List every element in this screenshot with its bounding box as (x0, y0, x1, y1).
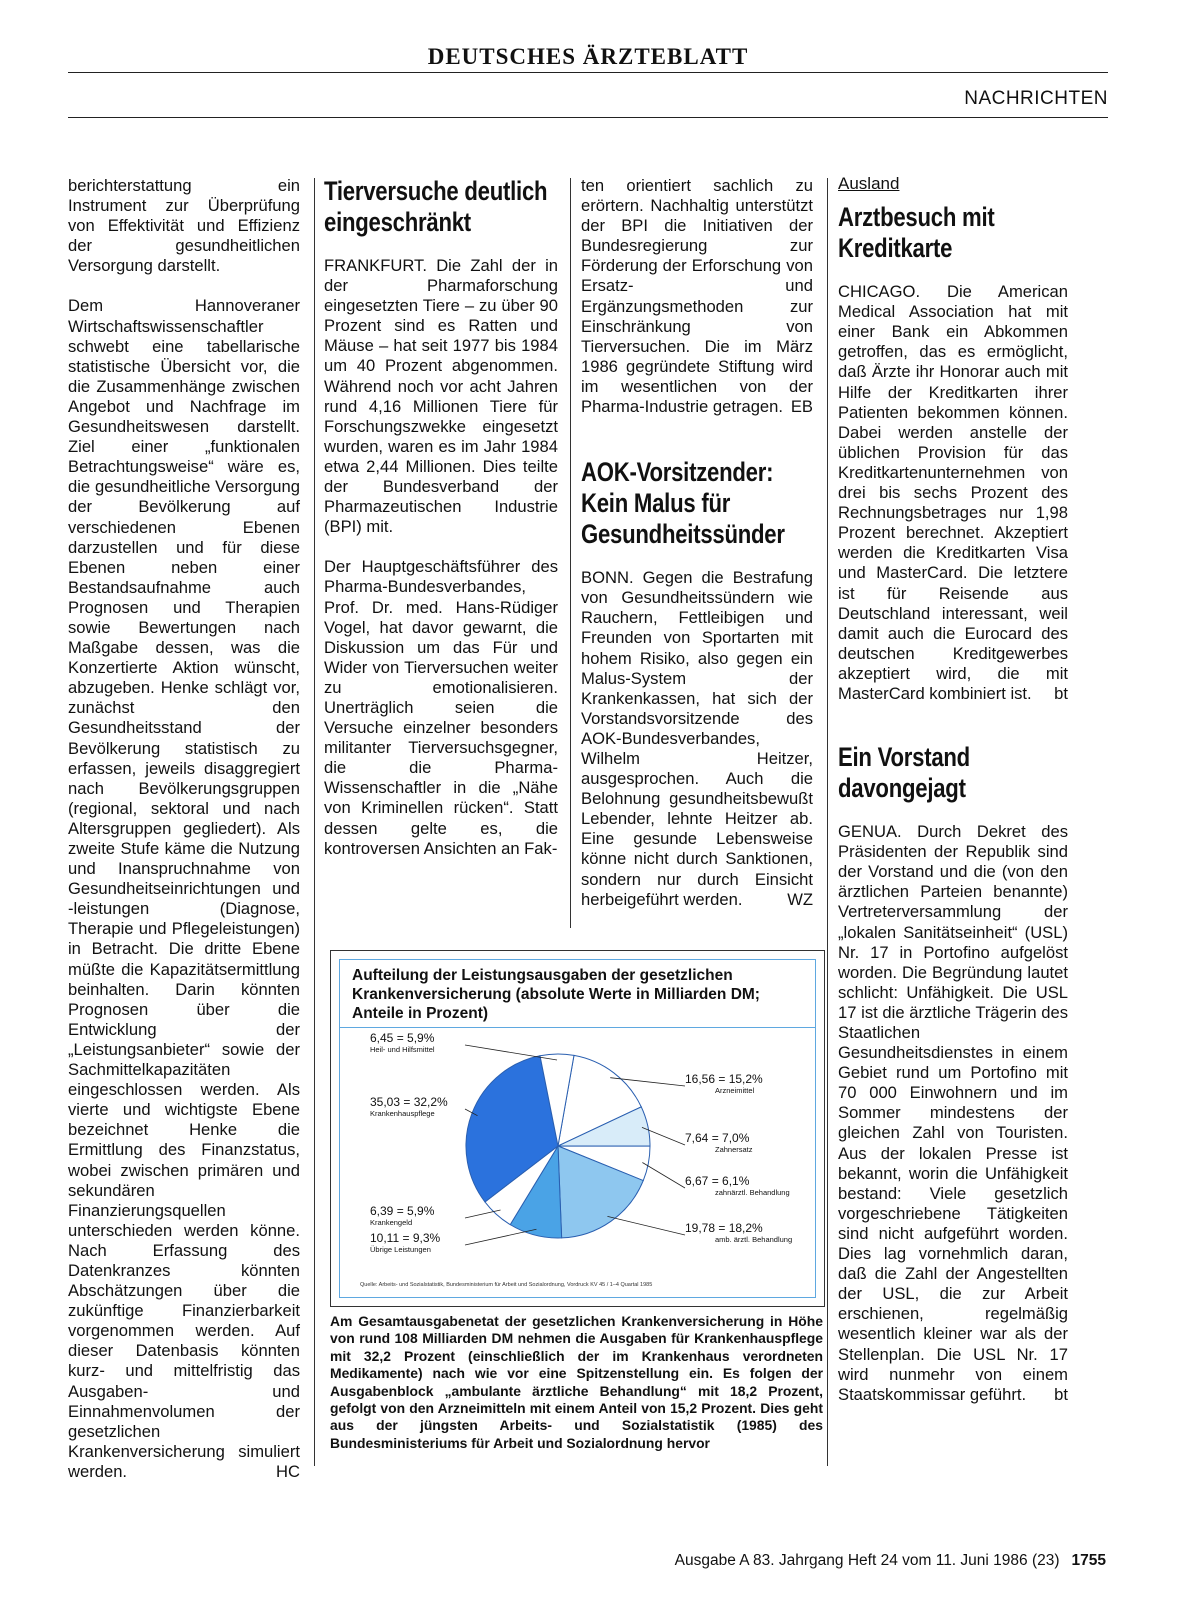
pie-category-label: Krankengeld (370, 1218, 413, 1227)
pie-leader-line (642, 1163, 685, 1188)
column-1 (68, 176, 300, 1482)
pie-leader-line (465, 1229, 536, 1245)
pie-category-label: zahnärztl. Behandlung (715, 1188, 790, 1197)
headline-kreditkarte: Arztbesuch mit Kreditkarte (838, 202, 995, 264)
paragraph: ten orientiert sachlich zu erörtern. Nachhaltig unterstützt der BPI die Initiativen der Bundesregierung zur Förderung der Erforschung von Ersatz- und Ergänzungsmethoden zur Einschränkung von Tierversuchen. Die im März 1986 gegründete Stiftung wird im wesentlichen von der Pharma-Industrie getragen. EB (581, 176, 813, 417)
pie-leader-line (465, 1045, 557, 1060)
pie-category-label: Heil- und Hilfsmittel (370, 1045, 435, 1054)
paragraph: GENUA. Durch Dekret des Präsidenten der Republik sind der Vorstand und die (von den ärztlichen Parteien benannte) Vertreterversammlung der „lokalen Sanitätseinheit“ (USL) Nr. 17 in Portofino aufgelöst worden. Die Begründung lautet schlicht: Unfähigkeit. Die USL 17 ist die ärztliche Trägerin des Staatlichen Gesundheitsdienstes in einem Gebiet rund um Portofino mit 70 000 Einwohnern und im Sommer mindestens der gleichen Zahl von Touristen. Aus der lokalen Presse ist bekannt, worin die Unfähigkeit bestand: Viele gesetzlich vorgeschriebene Tätigkeiten sind nicht aufgeführt worden. Dies lag vornehmlich daran, daß die Zahl der Angestellten der USL, die zur Arbeit erschienen, regelmäßig wesentlich kleiner war als der Stellenplan. Die USL Nr. 17 wird nunmehr von einem Staatskommissar geführt. bt (838, 822, 1068, 1404)
masthead-rule (68, 72, 1108, 73)
section-label: NACHRICHTEN (964, 88, 1108, 109)
pie-category-label: Arzneimittel (715, 1086, 755, 1095)
kicker-ausland: Ausland (838, 174, 900, 193)
section-rule (68, 117, 1108, 118)
pie-value-label: 6,39 = 5,9% (370, 1204, 435, 1218)
pie-leader-line (465, 1210, 501, 1218)
pie-value-label: 35,03 = 32,2% (370, 1095, 448, 1109)
figure-caption: Am Gesamtausgabenetat der gesetzlichen Krankenversicherung in Höhe von rund 108 Milliarden DM nehmen die Ausgaben für Krankenhauspflege mit 32,2 Prozent (einschließlich der im Krankenhaus verordneten Medikamente) nach wie vor eine Spitzenstellung ein. Es folgen der Ausgabenblock „ambulante ärztliche Behandlung“ mit 18,2 Prozent, gefolgt von den Arzneimitteln mit einem Anteil von 15,2 Prozent. Dies geht aus der jüngsten Arbeits- und Sozialstatistik (1985) des Bundesministeriums für Arbeit und Sozialordnung hervor (330, 1313, 823, 1451)
pie-value-label: 16,56 = 15,2% (685, 1072, 763, 1086)
chart-frame (339, 959, 816, 1298)
column-divider (314, 178, 315, 1466)
paragraph: Der Hauptgeschäftsführer des Pharma-Bundesverbandes, Prof. Dr. med. Hans-Rüdiger Vogel, hat davor gewarnt, die Diskussion um das Für und Wider von Tierversuchen weiter zu emotionalisieren. Unerträglich seien die Versuche einzelner besonders militanter Tierversuchsgegner, die die Pharma-Wissenschaftler in die „Nähe von Kriminellen rücken“. Statt dessen gelte es, die kontroversen Ansichten an Fak- (324, 557, 558, 858)
pie-value-label: 6,67 = 6,1% (685, 1174, 750, 1188)
column-divider (827, 178, 828, 1466)
author-sign: bt (1054, 683, 1068, 703)
issue-info: Ausgabe A 83. Jahrgang Heft 24 vom 11. Juni 1986 (23) (674, 1552, 1060, 1569)
pie-value-label: 19,78 = 18,2% (685, 1221, 763, 1235)
paragraph: Dem Hannoveraner Wirtschaftswissenschaftler schwebt eine tabellarische statistische Übersicht vor, die die Zusammenhänge zwischen Angebot und Nachfrage im Gesundheitswesen darstellt. Ziel einer „funktionalen Betrachtungsweise“ wäre es, die gesundheitliche Versorgung der Bevölkerung auf verschiedenen Ebenen darzustellen und für diese Ebenen neben einer Bestandsaufnahme auch Prognosen und Therapien sowie Bewertungen nach Maßgabe dessen, was die Konzertierte Aktion wünscht, abzugeben. Henke schlägt vor, zunächst den Gesundheitsstand der Bevölkerung statistisch zu erfassen, jeweils disaggregiert nach Bevölkerungsgruppen (regional, sektoral und nach Altersgruppen gegliedert). Als zweite Stufe käme die Nutzung und Inanspruchnahme von Gesundheitseinrichtungen und -leistungen (Diagnose, Therapie und Pflegeleistungen) in Betracht. Die dritte Ebene müßte die Kapazitätsermittlung beinhalten. Darin könnten Prognosen über die Entwicklung der „Leistungsanbieter“ sowie der Sachmittelkapazitäten eingeschlossen werden. Als vierte und wichtigste Ebene bezeichnet Henke die Ermittlung des Finanzstatus, wobei zwischen primären und sekundären Finanzierungsquellen unterschieden werden könne. Nach Erfassung des Datenkranzes könnten Abschätzungen über die zukünftige Finanzierbarkeit vorgenommen werden. Auf dieser Datenbasis könnten kurz- und mittelfristig das Ausgaben- und Einnahmenvolumen der gesetzlichen Krankenversicherung simuliert werden. HC (68, 296, 300, 1481)
pie-chart (340, 960, 815, 1297)
pie-category-label: Übrige Leistungen (370, 1245, 431, 1254)
column-4 (838, 174, 1068, 1405)
paragraph: berichterstattung ein Instrument zur Überprüfung von Effektivität und Effizienz der gesundheitlichen Versorgung darstellt. (68, 176, 300, 276)
chart-title: Aufteilung der Leistungsausgaben der gesetzlichen Krankenversicherung (absolute Werte in Milliarden DM; Anteile in Prozent) (352, 967, 760, 1022)
author-sign: WZ (787, 889, 813, 909)
pie-category-label: amb. ärztl. Behandlung (715, 1235, 793, 1244)
headline-aok: AOK-Vorsitzender: Kein Malus für Gesundheitssünder (581, 457, 785, 550)
column-2 (324, 176, 558, 859)
chart-figure (330, 950, 825, 1307)
headline-tierversuche: Tierversuche deutlich eingeschränkt (324, 176, 548, 237)
pie-category-label: Zahnersatz (715, 1145, 753, 1154)
author-sign: bt (1054, 1384, 1068, 1404)
headline-vorstand: Ein Vorstand davongejagt (838, 742, 970, 804)
pie-value-label: 6,45 = 5,9% (370, 1031, 435, 1045)
pie-value-label: 7,64 = 7,0% (685, 1131, 750, 1145)
page-footer (675, 1552, 1106, 1570)
author-sign: HC (276, 1461, 300, 1481)
column-divider (570, 178, 571, 928)
pie-value-label: 10,11 = 9,3% (370, 1231, 441, 1245)
paragraph: FRANKFURT. Die Zahl der in der Pharmaforschung eingesetzten Tiere – zu über 90 Prozent sind es Ratten und Mäuse – hat seit 1977 bis 1984 um 40 Prozent abgenommen. Während noch vor acht Jahren rund 4,16 Millionen Tiere für Forschungszwekke eingesetzt wurden, waren es im Jahr 1984 etwa 2,44 Millionen. Dies teilte der Bundesverband der Pharmazeutischen Industrie (BPI) mit. (324, 256, 558, 537)
column-3 (581, 176, 813, 910)
masthead: DEUTSCHES ÄRZTEBLATT (427, 44, 749, 69)
author-sign: EB (790, 397, 813, 417)
paragraph: CHICAGO. Die American Medical Association hat mit einer Bank ein Abkommen getroffen, das es ermöglicht, daß Ärzte ihr Honorar auch mit Hilfe der Kreditkarten ihrer Patienten bekommen können. Dabei werden anstelle der üblichen Provision für das Kreditkartenunternehmen von drei bis sechs Prozent des Rechnungsbetrages nur 1,98 Prozent berechnet. Akzeptiert werden die Kreditkarten Visa und MasterCard. Die letztere ist für Reisende aus Deutschland interessant, weil damit auch die Eurocard des deutschen Kreditgewerbes akzeptiert wird, die mit MasterCard kombiniert ist. bt (838, 282, 1068, 703)
page-number: 1755 (1071, 1552, 1106, 1569)
pie-category-label: Krankenhauspflege (370, 1109, 435, 1118)
chart-source: Quelle: Arbeits- und Sozialstatistik, Bundesministerium für Arbeit und Sozialordnung, Vordruck KV 45 / 1–4 Quartal 1985 (360, 1282, 653, 1288)
paragraph: BONN. Gegen die Bestrafung von Gesundheitssündern wie Rauchern, Fettleibigen und Freunden von Sportarten mit hohem Risiko, also gegen ein Malus-System der Krankenkassen, hat sich der Vorstandsvorsitzende des AOK-Bundesverbandes, Wilhelm Heitzer, ausgesprochen. Auch die Belohnung gesundheitsbewußt Lebender, lehnte Heitzer ab. Eine gesunde Lebensweise könne nicht durch Sanktionen, sondern nur durch Einsicht herbeigeführt werden. WZ (581, 568, 813, 909)
pie-leader-line (607, 1216, 685, 1235)
